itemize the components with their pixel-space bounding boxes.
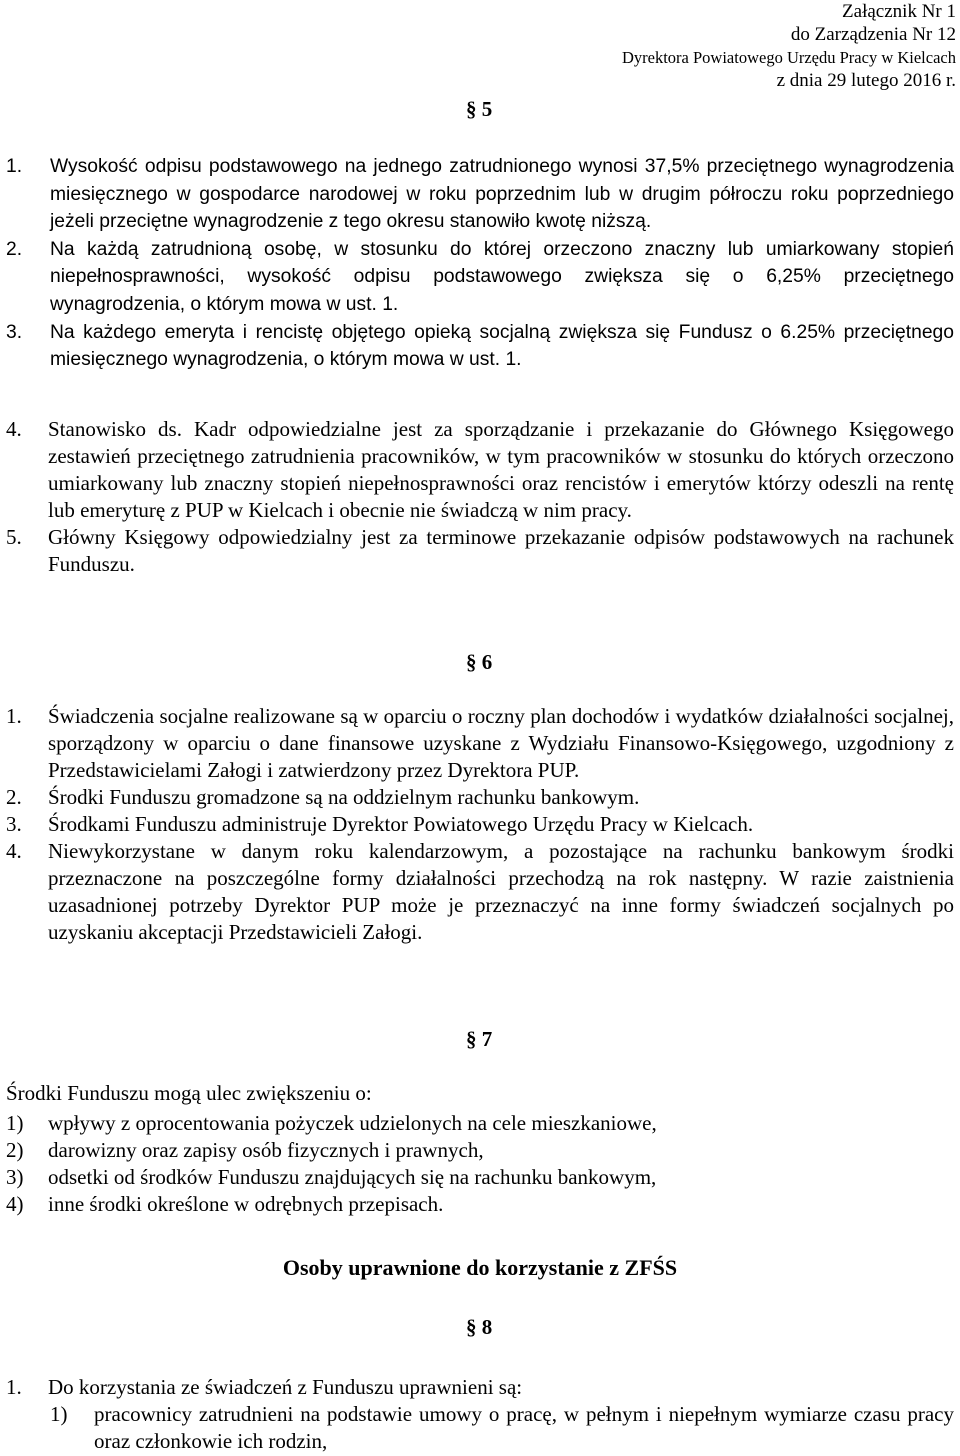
item-text: Świadczenia socjalne realizowane są w oparciu o roczny plan dochodów i wydatków działalności socjalnej, sporządzony w oparciu o dane finansowe uzyskane z Wydziału Finansowo-Księgowego, uzgodniony z Przedstawicielami Załogi i zatwierdzony przez Dyrektora PUP. bbox=[48, 704, 954, 782]
subitem-number: 1) bbox=[50, 1402, 68, 1426]
section-5-item bbox=[6, 236, 954, 319]
section-6-item bbox=[6, 703, 954, 784]
item-text: Główny Księgowy odpowiedzialny jest za terminowe przekazanie odpisów podstawowych na rachunek Funduszu. bbox=[48, 525, 954, 576]
item-text: Na każdą zatrudnioną osobę, w stosunku do której orzeczono znaczny lub umiarkowany stopień niepełnosprawności, wysokość odpisu podstawowego zwiększa się o 6,25% przeciętnego wynagrodzenia, o którym mowa w ust. 1. bbox=[50, 238, 954, 315]
subitem-text: pracownicy zatrudnieni na podstawie umowy o pracę, w pełnym i niepełnym wymiarze czasu pracy oraz członkowie ich rodzin, bbox=[94, 1402, 954, 1453]
item-number: 1) bbox=[6, 1111, 24, 1135]
item-text: Do korzystania ze świadczeń z Funduszu uprawnieni są: bbox=[48, 1375, 523, 1399]
item-number: 1. bbox=[6, 704, 22, 728]
section-5-item bbox=[6, 319, 954, 374]
header-issuer: Dyrektora Powiatowego Urzędu Pracy w Kielcach bbox=[621, 48, 956, 67]
item-number: 3. bbox=[6, 321, 23, 343]
section-7-body bbox=[6, 1110, 954, 1218]
item-number: 1. bbox=[6, 1375, 22, 1399]
section-7-item bbox=[6, 1137, 954, 1164]
section-8-item bbox=[6, 1374, 954, 1401]
item-text: Środkami Funduszu administruje Dyrektor Powiatowego Urzędu Pracy w Kielcach. bbox=[48, 812, 754, 836]
item-number: 4. bbox=[6, 417, 22, 441]
section-heading: Osoby uprawnione do korzystanie z ZFŚS bbox=[282, 1255, 678, 1280]
item-text: Na każdego emeryta i rencistę objętego opieką socjalną zwiększa się Fundusz o 6.25% przeciętnego miesięcznego wynagrodzenia, o którym mowa w ust. 1. bbox=[50, 321, 954, 371]
section-5-item bbox=[6, 416, 954, 524]
section-6-item bbox=[6, 838, 954, 946]
item-number: 3) bbox=[6, 1165, 24, 1189]
section-5-item bbox=[6, 524, 954, 578]
section-5-body bbox=[6, 153, 954, 374]
header-date: z dnia 29 lutego 2016 r. bbox=[776, 70, 956, 91]
item-text: Środki Funduszu gromadzone są na oddzielnym rachunku bankowym. bbox=[48, 785, 640, 809]
section-7-item bbox=[6, 1164, 954, 1191]
section-7-item bbox=[6, 1110, 954, 1137]
item-number: 5. bbox=[6, 525, 22, 549]
section-6-sign: § 6 bbox=[466, 650, 493, 674]
item-number: 3. bbox=[6, 812, 22, 836]
section-8-subitem bbox=[50, 1401, 954, 1455]
item-text: wpływy z oprocentowania pożyczek udzielonych na cele mieszkaniowe, bbox=[48, 1111, 657, 1135]
item-text: Wysokość odpisu podstawowego na jednego zatrudnionego wynosi 37,5% przeciętnego wynagrodzenia miesięcznego w gospodarce narodowej w roku poprzednim lub w drugim półroczu roku poprzedniego jeżeli przeciętne wynagrodzenie z tego okresu stanowiło kwotę niższą. bbox=[50, 156, 954, 233]
item-number: 4. bbox=[6, 839, 22, 863]
section-8-body bbox=[6, 1374, 954, 1455]
item-number: 2. bbox=[6, 785, 22, 809]
item-number: 1. bbox=[6, 156, 23, 177]
section-8-sign: § 8 bbox=[466, 1315, 493, 1339]
section-7-item bbox=[6, 1191, 954, 1218]
section-6-body bbox=[6, 703, 954, 946]
item-text: inne środki określone w odrębnych przepisach. bbox=[48, 1192, 444, 1216]
section-6-item bbox=[6, 784, 954, 811]
section-6-item bbox=[6, 811, 954, 838]
item-number: 2) bbox=[6, 1138, 24, 1162]
item-text: Stanowisko ds. Kadr odpowiedzialne jest za sporządzanie i przekazanie do Głównego Księgowego zestawień przeciętnego zatrudnienia pracowników, w tym pracowników w stosunku do których orzeczono umiarkowany lub znaczny stopień niepełnosprawności oraz rencistów i emerytów którzy odeszli na rentę lub emeryturę z PUP w Kielcach i obecnie nie świadczą w nim pracy. bbox=[48, 417, 954, 522]
header-annex: Załącznik Nr 1 bbox=[842, 1, 956, 22]
item-text: Niewykorzystane w danym roku kalendarzowym, a pozostające na rachunku bankowym środki przeznaczone na poszczególne formy działalności przechodzą na rok następny. W razie zaistnienia uzasadnionej potrzeby Dyrektor PUP może je przeznaczyć na inne formy świadczeń socjalnych po uzyskaniu akceptacji Przedstawicieli Załogi. bbox=[48, 839, 954, 944]
header-order: do Zarządzenia Nr 12 bbox=[790, 24, 956, 45]
item-text: odsetki od środków Funduszu znajdujących się na rachunku bankowym, bbox=[48, 1165, 657, 1189]
section-5-body-continued bbox=[6, 416, 954, 578]
section-5-item bbox=[6, 153, 954, 236]
item-number: 2. bbox=[6, 238, 23, 260]
item-text: darowizny oraz zapisy osób fizycznych i prawnych, bbox=[48, 1138, 484, 1162]
item-number: 4) bbox=[6, 1192, 24, 1216]
section-7-sign: § 7 bbox=[466, 1027, 493, 1051]
section-5-sign: § 5 bbox=[466, 97, 493, 121]
section-7-lead: Środki Funduszu mogą ulec zwiększeniu o: bbox=[6, 1081, 372, 1105]
document-header bbox=[622, 0, 956, 92]
